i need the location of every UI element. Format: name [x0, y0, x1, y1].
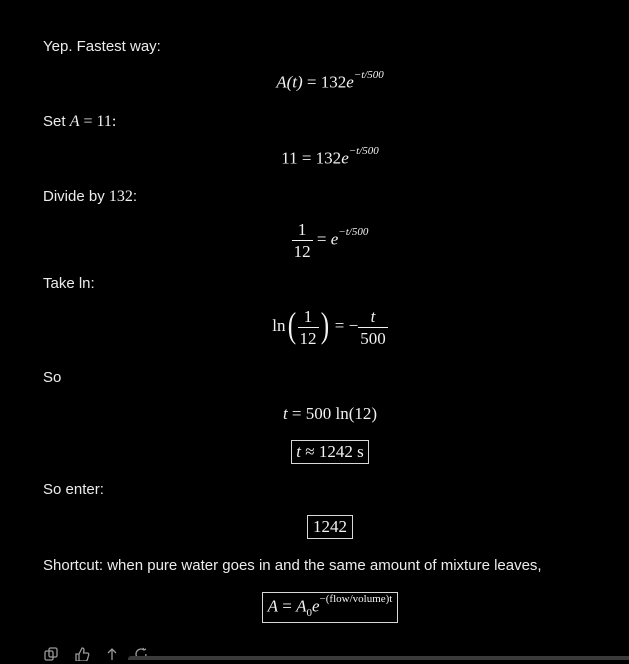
answer-box: 1242	[307, 515, 353, 539]
eq4-num: 1	[298, 308, 319, 328]
eq2-lhs: 11 = 132	[281, 148, 342, 168]
composer-edge	[128, 656, 629, 660]
eq3-base: e	[330, 229, 339, 249]
set-var: A	[69, 113, 80, 130]
eq4-fraction-left	[298, 308, 319, 347]
eq3-den: 12	[293, 242, 311, 261]
divide-num: 132	[108, 188, 133, 205]
divide-text	[43, 187, 137, 207]
copy-icon[interactable]	[44, 647, 58, 664]
set-a-text	[43, 112, 116, 132]
equation-divided	[0, 221, 629, 260]
equation-amount-formula	[0, 69, 629, 93]
intro-text: Yep. Fastest way:	[43, 38, 161, 55]
eq7-sub: 0	[306, 607, 312, 620]
eq2-base: e	[341, 148, 349, 168]
eq5-var: t	[282, 404, 288, 423]
eq4-ln: ln	[272, 315, 286, 335]
eq6-var: t	[296, 442, 302, 461]
share-icon[interactable]	[106, 647, 118, 664]
set-prefix: Set	[43, 113, 70, 130]
eq6-rest: ≈ 1242 s	[301, 442, 364, 461]
eq3-fraction	[292, 221, 313, 260]
eq7-exponent: −(flow/volume)t	[319, 593, 393, 605]
eq7-base: e	[312, 596, 320, 616]
eq1-eq: = 132	[302, 72, 347, 92]
eq3-num: 1	[292, 221, 313, 241]
eq4-eq: = −	[330, 315, 359, 335]
eq2-exponent: −t/500	[348, 145, 379, 157]
set-eq: = 11:	[79, 113, 117, 130]
equation-result-box	[0, 440, 629, 464]
so-text: So	[43, 369, 62, 386]
eq3-exponent: −t/500	[338, 225, 369, 238]
shortcut-formula-box	[262, 592, 399, 623]
eq1-base: e	[346, 72, 354, 92]
eq4-open-paren: (	[287, 305, 296, 345]
so-enter-text: So enter:	[43, 481, 104, 498]
eq5-rest: = 500 ln(12)	[287, 404, 378, 423]
eq7-lhs: A	[267, 596, 279, 616]
eq7-eq: =	[278, 596, 297, 616]
eq4-rnum: t	[358, 308, 388, 328]
divide-prefix: Divide by	[43, 188, 109, 205]
eq4-den: 12	[299, 328, 317, 348]
eq4-rden: 500	[360, 328, 386, 348]
eq1-exponent: −t/500	[353, 69, 384, 81]
eq4-close-paren: )	[320, 305, 329, 345]
result-box	[291, 440, 368, 464]
divide-suffix: :	[132, 188, 138, 205]
eq3-eq: =	[312, 229, 331, 249]
eq1-lhs: A(t)	[276, 72, 303, 92]
shortcut-text: Shortcut: when pure water goes in and the same amount of mixture leaves,	[43, 557, 542, 574]
answer-box-row	[0, 515, 629, 539]
take-ln-text: Take ln:	[43, 275, 95, 292]
equation-shortcut-box	[0, 592, 629, 623]
equation-solve-t	[0, 404, 629, 424]
eq4-fraction-right	[358, 308, 388, 347]
equation-set-value	[0, 145, 629, 169]
thumbs-up-icon[interactable]	[74, 647, 90, 664]
equation-log	[0, 306, 629, 348]
eq7-a0: A	[296, 596, 307, 616]
